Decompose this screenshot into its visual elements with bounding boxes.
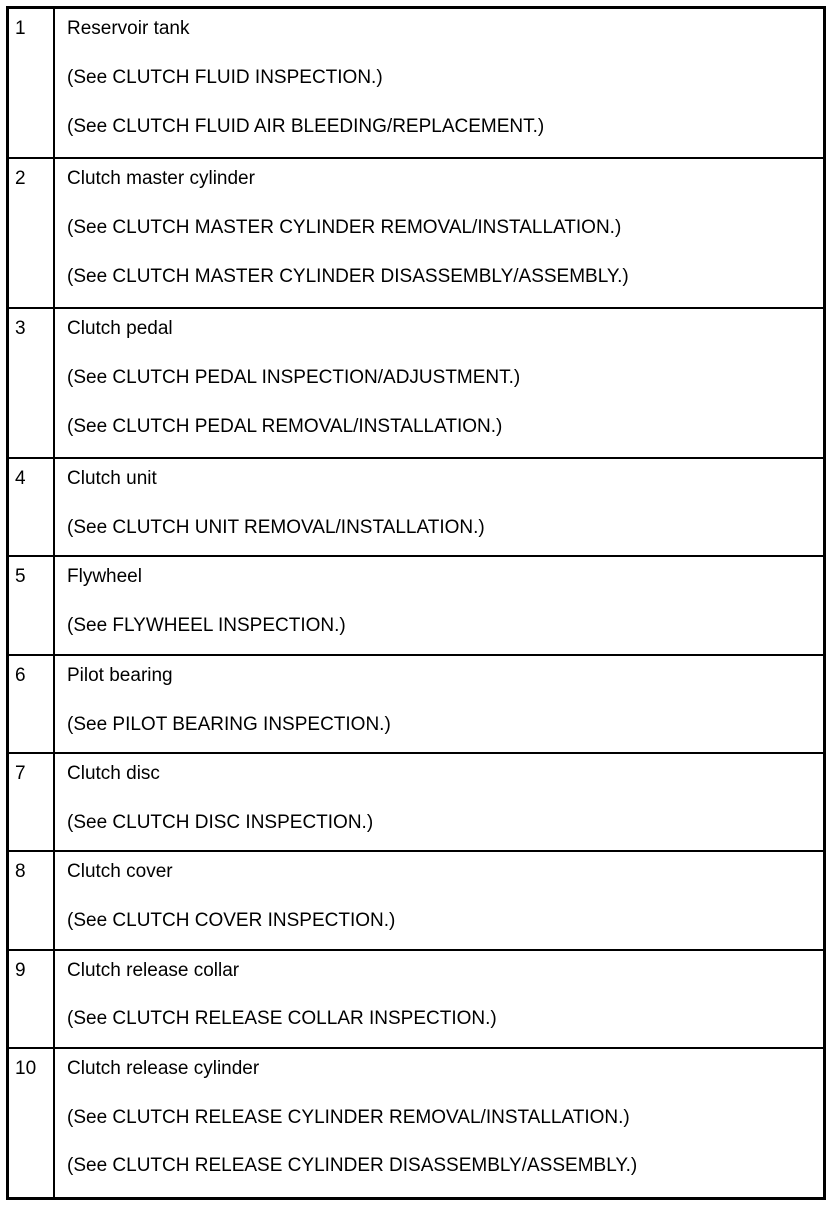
table-row <box>8 308 825 458</box>
part-name: Clutch release collar <box>67 959 240 981</box>
part-name: Clutch master cylinder <box>67 168 255 190</box>
row-number: 8 <box>8 851 55 949</box>
row-number: 9 <box>8 950 55 1048</box>
row-number: 6 <box>8 655 55 753</box>
reference-link: (See CLUTCH DISC INSPECTION.) <box>67 811 374 833</box>
reference-link: (See CLUTCH COVER INSPECTION.) <box>67 910 396 932</box>
row-number: 7 <box>8 753 55 851</box>
row-description <box>54 308 825 458</box>
row-description <box>54 655 825 753</box>
row-number: 3 <box>8 308 55 458</box>
row-description <box>54 158 825 308</box>
part-name: Clutch disc <box>67 763 160 785</box>
row-description <box>54 1048 825 1199</box>
row-description <box>54 851 825 949</box>
reference-link: (See FLYWHEEL INSPECTION.) <box>67 615 346 637</box>
row-description <box>54 556 825 654</box>
reference-link: (See CLUTCH RELEASE CYLINDER REMOVAL/INSTALLATION.) <box>67 1106 630 1128</box>
reference-link: (See CLUTCH RELEASE COLLAR INSPECTION.) <box>67 1008 497 1030</box>
table-row <box>8 655 825 753</box>
row-description <box>54 950 825 1048</box>
table-row <box>8 556 825 654</box>
part-name: Clutch cover <box>67 861 173 883</box>
reference-link: (See CLUTCH MASTER CYLINDER DISASSEMBLY/ASSEMBLY.) <box>67 265 629 287</box>
row-description <box>54 8 825 159</box>
table-row <box>8 1048 825 1199</box>
reference-link: (See CLUTCH PEDAL INSPECTION/ADJUSTMENT.) <box>67 366 521 388</box>
reference-link: (See PILOT BEARING INSPECTION.) <box>67 713 391 735</box>
row-description <box>54 458 825 556</box>
row-number: 10 <box>8 1048 55 1199</box>
part-name: Pilot bearing <box>67 664 173 686</box>
reference-link: (See CLUTCH FLUID INSPECTION.) <box>67 66 383 88</box>
table-row <box>8 950 825 1048</box>
reference-link: (See CLUTCH RELEASE CYLINDER DISASSEMBLY/ASSEMBLY.) <box>67 1155 638 1177</box>
table-row <box>8 753 825 851</box>
part-name: Clutch unit <box>67 468 157 490</box>
row-number: 5 <box>8 556 55 654</box>
table-row <box>8 458 825 556</box>
part-name: Clutch pedal <box>67 318 173 340</box>
row-description <box>54 753 825 851</box>
table-row <box>8 158 825 308</box>
table-row <box>8 8 825 159</box>
part-name: Reservoir tank <box>67 18 190 39</box>
table-row <box>8 851 825 949</box>
parts-reference-table <box>6 6 826 1200</box>
part-name: Flywheel <box>67 566 142 588</box>
row-number: 4 <box>8 458 55 556</box>
part-name: Clutch release cylinder <box>67 1057 260 1079</box>
reference-link: (See CLUTCH UNIT REMOVAL/INSTALLATION.) <box>67 517 485 539</box>
row-number: 2 <box>8 158 55 308</box>
row-number: 1 <box>8 8 55 159</box>
reference-link: (See CLUTCH MASTER CYLINDER REMOVAL/INSTALLATION.) <box>67 216 622 238</box>
reference-link: (See CLUTCH PEDAL REMOVAL/INSTALLATION.) <box>67 415 503 437</box>
reference-link: (See CLUTCH FLUID AIR BLEEDING/REPLACEMENT.) <box>67 115 545 137</box>
